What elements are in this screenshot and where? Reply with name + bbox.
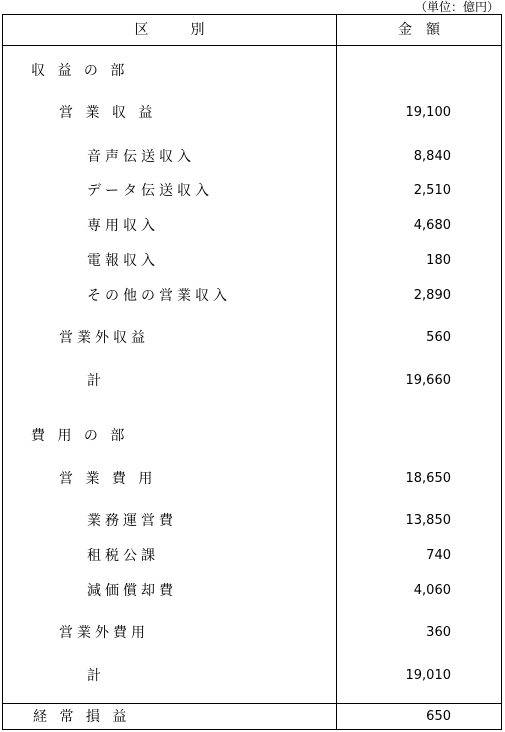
row-label: 租税公課 bbox=[87, 548, 159, 564]
table-row bbox=[3, 623, 501, 643]
row-value: 8,840 bbox=[413, 149, 451, 164]
row-value: 13,850 bbox=[405, 513, 451, 528]
table-row bbox=[3, 546, 501, 566]
row-label: 音声伝送収入 bbox=[87, 149, 195, 165]
row-value: 740 bbox=[426, 548, 451, 563]
row-label: 営 業 収 益 bbox=[59, 105, 157, 121]
row-label: 収 益 の 部 bbox=[31, 63, 129, 79]
financial-table bbox=[2, 14, 502, 730]
table-row bbox=[3, 469, 501, 489]
footer-divider bbox=[3, 703, 501, 704]
row-label: 費 用 の 部 bbox=[31, 428, 129, 444]
table-row bbox=[3, 666, 501, 686]
row-value: 18,650 bbox=[405, 471, 451, 486]
row-label: データ伝送収入 bbox=[87, 183, 213, 199]
row-label: 業務運営費 bbox=[87, 513, 177, 529]
row-value: 19,660 bbox=[405, 373, 451, 388]
footer-value: 650 bbox=[426, 709, 451, 724]
row-value: 19,010 bbox=[405, 668, 451, 683]
row-value: 2,510 bbox=[413, 183, 451, 198]
row-value: 4,060 bbox=[413, 583, 451, 598]
row-label: 専用収入 bbox=[87, 218, 159, 234]
row-label: 電報収入 bbox=[87, 253, 159, 269]
row-label: その他の営業収入 bbox=[87, 288, 231, 304]
row-label: 減価償却費 bbox=[87, 583, 177, 599]
row-value: 4,680 bbox=[413, 218, 451, 233]
table-row bbox=[3, 181, 501, 201]
table-row bbox=[3, 251, 501, 271]
footer-label: 経 常 損 益 bbox=[33, 709, 131, 725]
row-value: 560 bbox=[426, 330, 451, 345]
table-row bbox=[3, 371, 501, 391]
table-row bbox=[3, 147, 501, 167]
table-row bbox=[3, 216, 501, 236]
unit-note: （単位：億円） bbox=[414, 0, 499, 14]
table-row bbox=[3, 581, 501, 601]
table-row bbox=[3, 328, 501, 348]
header-category: 区 別 bbox=[134, 22, 205, 38]
table-row bbox=[3, 103, 501, 123]
row-label: 営業外収益 bbox=[59, 330, 149, 346]
row-value: 180 bbox=[426, 253, 451, 268]
table-row bbox=[3, 426, 501, 446]
row-label: 計 bbox=[87, 668, 105, 684]
row-label: 計 bbox=[87, 373, 105, 389]
row-value: 19,100 bbox=[405, 105, 451, 120]
table-row bbox=[3, 511, 501, 531]
row-label: 営業外費用 bbox=[59, 625, 149, 641]
footer-row bbox=[3, 707, 501, 727]
row-value: 360 bbox=[426, 625, 451, 640]
table-row bbox=[3, 61, 501, 81]
header-divider bbox=[3, 45, 501, 46]
header-amount: 金 額 bbox=[398, 22, 440, 38]
row-value: 2,890 bbox=[413, 288, 451, 303]
table-row bbox=[3, 286, 501, 306]
row-label: 営 業 費 用 bbox=[59, 471, 157, 487]
